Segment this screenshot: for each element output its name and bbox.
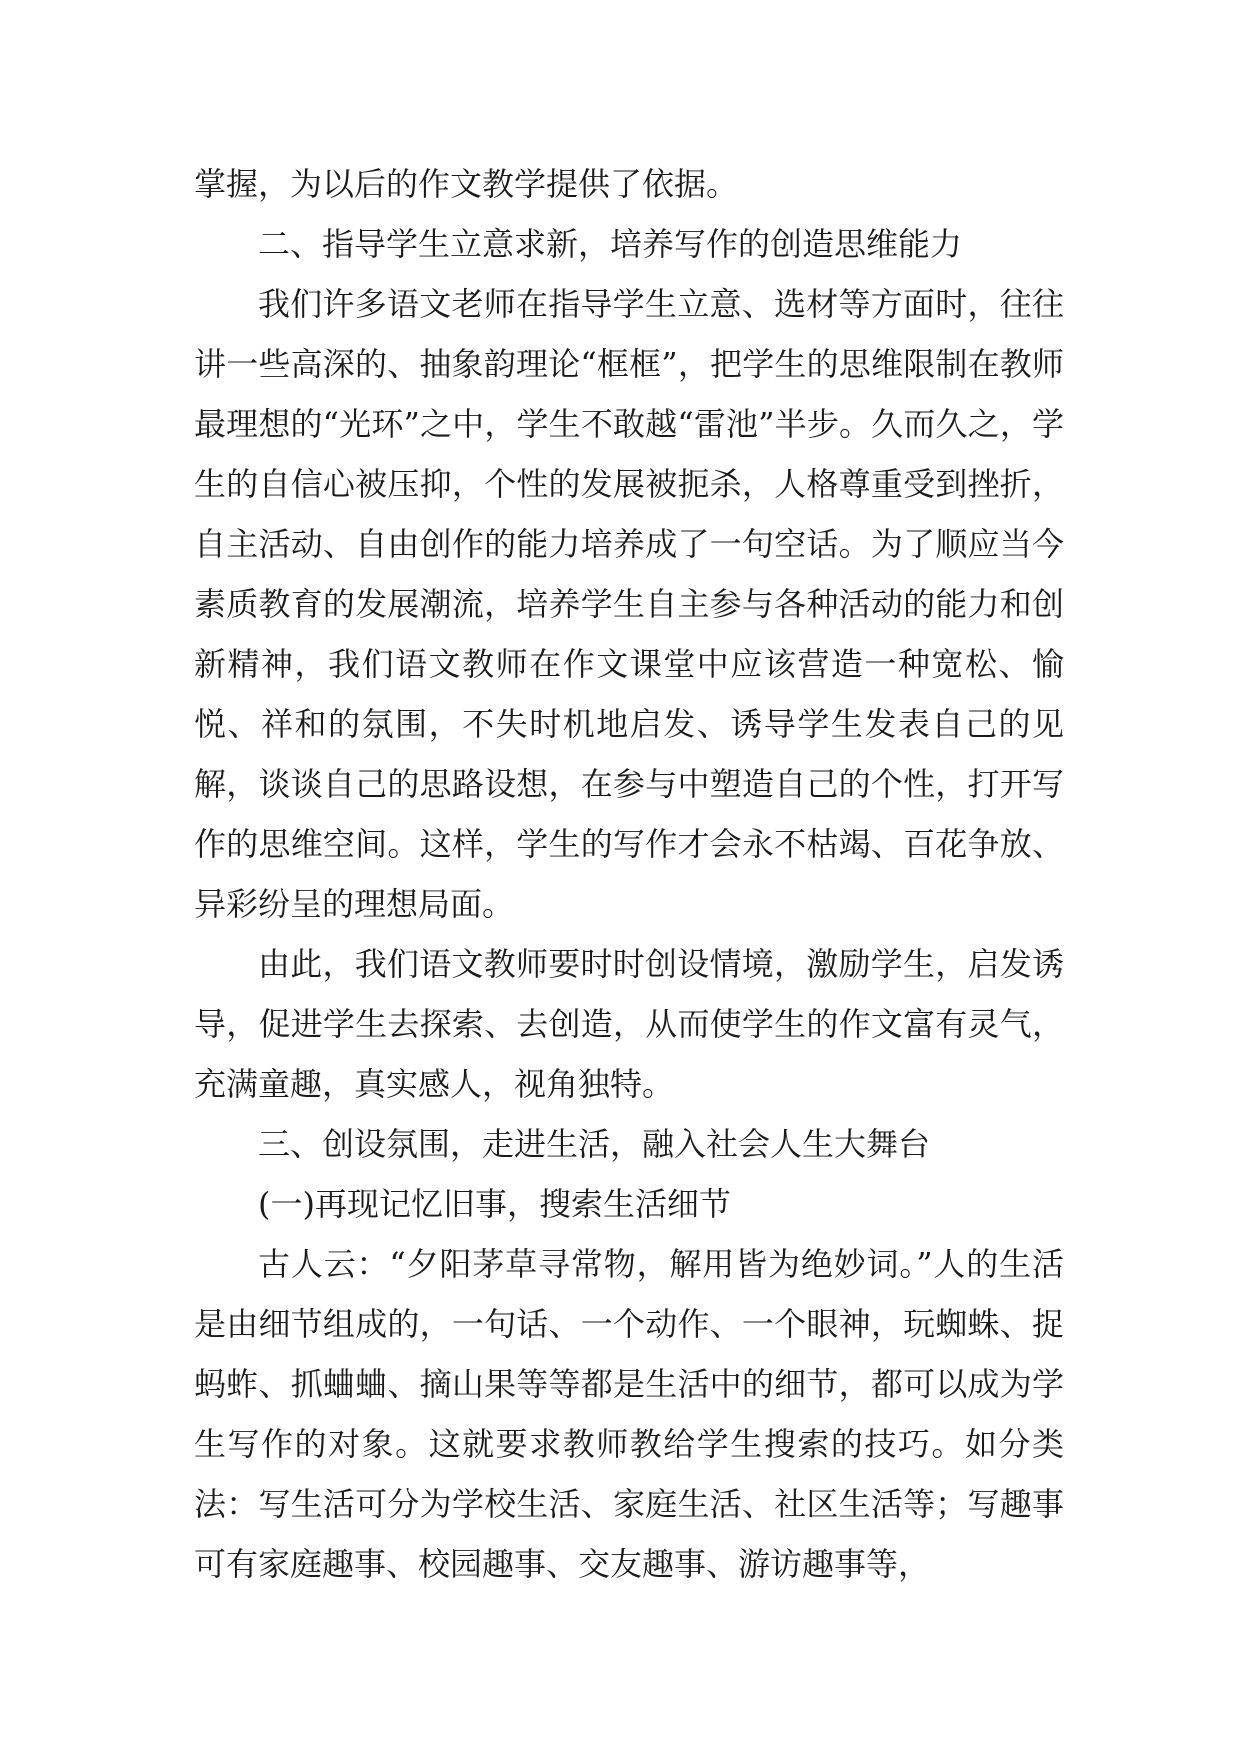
paragraph-continuation: 掌握，为以后的作文教学提供了依据。	[194, 165, 739, 203]
paragraph-body: 由此，我们语文教师要时时创设情境，激励学生，启发诱导，促进学生去探索、去创造，从而使学生的作文富有灵气，充满童趣，真实感人，视角独特。	[194, 945, 1064, 1103]
section-heading-2: 二、指导学生立意求新，培养写作的创造思维能力	[258, 225, 963, 263]
paragraph-body: 古人云：“夕阳茅草寻常物，解用皆为绝妙词。”人的生活是由细节组成的，一句话、一个动作、一个眼神，玩蜘蛛、捉蚂蚱、抓蛐蛐、摘山果等等都是生活中的细节，都可以成为学生写作的对象。这就要求教师教给学生搜索的技巧。如分类法：写生活可分为学校生活、家庭生活、社区生活等；写趣事可有家庭趣事、校园趣事、交友趣事、游访趣事等，	[194, 1245, 1064, 1583]
document-body	[194, 154, 1064, 1594]
subsection-heading-1: (一)再现记忆旧事，搜索生活细节	[258, 1185, 731, 1223]
paragraph-body: 我们许多语文老师在指导学生立意、选材等方面时，往往讲一些高深的、抽象韵理论“框框”，把学生的思维限制在教师最理想的“光环”之中，学生不敢越“雷池”半步。久而久之，学生的自信心被压抑，个性的发展被扼杀，人格尊重受到挫折，自主活动、自由创作的能力培养成了一句空话。为了顺应当今素质教育的发展潮流，培养学生自主参与各种活动的能力和创新精神，我们语文教师在作文课堂中应该营造一种宽松、愉悦、祥和的氛围，不失时机地启发、诱导学生发表自己的见解，谈谈自己的思路设想，在参与中塑造自己的个性，打开写作的思维空间。这样，学生的写作才会永不枯竭、百花争放、异彩纷呈的理想局面。	[194, 285, 1064, 923]
section-heading-3: 三、创设氛围，走进生活，融入社会人生大舞台	[258, 1125, 931, 1163]
